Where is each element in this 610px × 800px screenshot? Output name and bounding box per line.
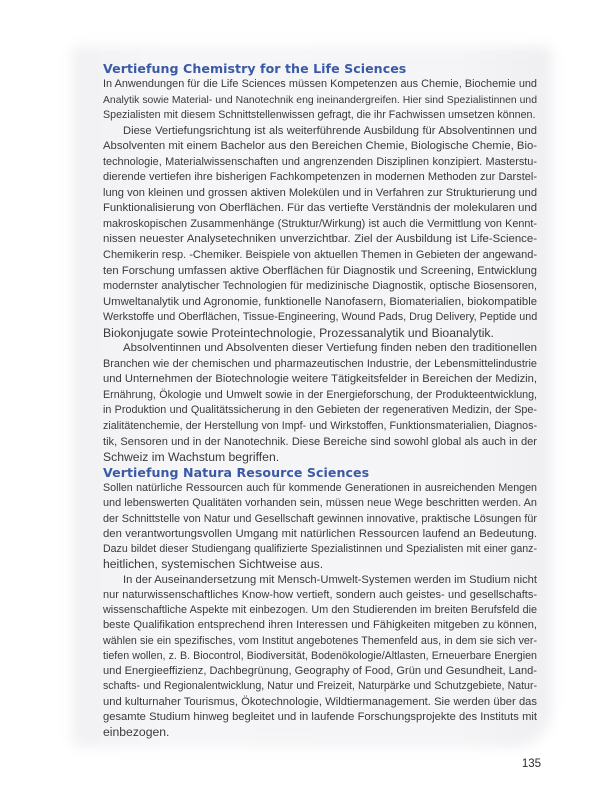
- text-line: wissenschaftliche Aspekte mit einbezogen. Um den Studierenden im breiten Berufsfeld die: [103, 604, 537, 616]
- text-line: und Unternehmen der Biotechnologie weitere Tätigkeitsfelder in Bereichen der Medizin,: [103, 373, 537, 386]
- page-number: 135: [521, 758, 541, 770]
- text-line: ten Forschung umfassen aktive Oberflächen für Diagnostik und Screening, Entwicklung: [103, 264, 537, 277]
- text-line: den verantwortungsvollen Umgang mit natürlichen Ressourcen laufend an Bedeutung.: [103, 527, 537, 540]
- text-line: Spezialisten mit diesem Schnittstellenwissen gefragt, die ihr Fachwissen umsetzen können.: [103, 109, 536, 122]
- text-line: und Energieeffizienz, Dachbegrünung, Geography of Food, Grün und Gesundheit, Land-: [103, 665, 537, 677]
- text-line: einbezogen.: [103, 725, 170, 739]
- text-line: schafts- und Regionalentwicklung, Natur und Freizeit, Naturpärke und Schutzgebiete, Natur-: [103, 680, 537, 693]
- section-natural-resources: [103, 465, 537, 740]
- text-line: tiefen wollen, z. B. Biocontrol, Biodiversität, Bodenökologie/Altlasten, Erneuerbare Energien: [103, 649, 537, 662]
- text-line: makroskopischen Zusammenhänge (Struktur/Wirkung) ist auch die Vermittlung von Kennt-: [103, 217, 537, 230]
- text-line: wählen sie ein spezifisches, vom Institut angebotenes Themenfeld aus, in dem sie sich ver-: [103, 634, 537, 647]
- text-line: und lebenswerten Qualitäten vorhanden sein, müssen neue Wege beschritten werden. An: [103, 497, 537, 510]
- text-line: dierende vertiefen ihre bisherigen Fachkompetenzen in modernen Methoden zur Darstel-: [103, 171, 537, 184]
- text-line: Werkstoffe und Oberflächen, Tissue-Engineering, Wound Pads, Drug Delivery, Peptide und: [103, 311, 537, 324]
- text-line: tik, Sensoren und in der Nanotechnik. Diese Bereiche sind sowohl global als auch in der: [103, 435, 537, 448]
- text-line: modernster analytischer Technologien für medizinische Diagnostik, optische Biosensoren,: [103, 280, 537, 293]
- text-line: Funktionalisierung von Oberflächen. Für das vertiefte Verständnis der molekularen und: [103, 202, 537, 215]
- text-line: Sollen natürliche Ressourcen auch für kommende Generationen in ausreichenden Mengen: [103, 482, 537, 494]
- text-line: Ernährung, Ökologie und Umwelt sowie in der Energieforschung, der Produkteentwicklung,: [103, 388, 537, 401]
- text-line: In der Auseinandersetzung mit Mensch-Umwelt-Systemen werden im Studium nicht: [123, 573, 537, 586]
- text-line: Biokonjugate sowie Proteintechnologie, Prozessanalytik und Bioanalytik.: [103, 325, 494, 340]
- text-line: zialitätenchemie, der Herstellung von Impf- und Wirkstoffen, Funktionsmaterialien, Diagnos-: [103, 420, 537, 433]
- text-line: Umweltanalytik und Agronomie, funktionelle Nanofasern, Biomaterialien, biokompatible: [103, 295, 537, 308]
- text-line: heitlichen, systemischen Sichtweise aus.: [103, 557, 324, 572]
- text-line: in Produktion und Qualitätssicherung in den Gebieten der regenerativen Medizin, der Spe-: [103, 404, 537, 417]
- text-line: und kulturnaher Tourismus, Ökotechnologie, Wildtiermanagement. Sie werden über das: [103, 695, 537, 708]
- text-line: In Anwendungen für die Life Sciences müssen Kompetenzen aus Chemie, Biochemie und: [103, 78, 537, 90]
- text-line: der Schnittstelle von Natur und Gesellschaft gewinnen innovative, praktische Lösungen für: [103, 512, 537, 525]
- section-heading: Vertiefung Natura Resource Sciences: [103, 465, 370, 480]
- text-line: nur naturwissenschaftliches Know-how vertieft, sondern auch geistes- und gesellschafts-: [103, 588, 537, 601]
- section-heading: Vertiefung Chemistry for the Life Sciences: [103, 61, 407, 76]
- text-line: gesamte Studium hinweg begleitet und in laufende Forschungsprojekte des Instituts mit: [103, 710, 537, 723]
- text-line: Branchen wie der chemischen und pharmazeutischen Industrie, der Lebensmittelindustrie: [103, 357, 537, 370]
- text-line: Absolventen mit einem Bachelor aus den Bereichen Chemie, Biologische Chemie, Bio-: [103, 140, 537, 153]
- text-line: Analytik sowie Material- und Nanotechnik eng ineinandergreifen. Hier sind Spezialistinnen und: [103, 94, 537, 106]
- text-line: Dazu bildet dieser Studiengang qualifizierte Spezialistinnen und Spezialisten mit einer ganz-: [103, 543, 537, 555]
- text-line: Chemikerin resp. -Chemiker. Beispiele von aktuellen Themen in Gebieten der angewand-: [103, 249, 537, 262]
- text-line: Absolventinnen und Absolventen dieser Vertiefung finden neben den traditionellen: [123, 342, 537, 355]
- text-line: Schweiz im Wachstum begriffen.: [103, 450, 280, 465]
- text-line: Diese Vertiefungsrichtung ist als weiterführende Ausbildung für Absolventinnen und: [123, 124, 537, 137]
- text-line: nissen neuester Analysetechniken unverzichtbar. Ziel der Ausbildung ist Life-Science-: [103, 233, 537, 246]
- section-chemistry: [103, 61, 537, 466]
- text-line: technologie, Materialwissenschaften und angrenzenden Disziplinen konzipiert. Masterstu-: [103, 155, 537, 168]
- text-line: lung von kleinen und grossen aktiven Molekülen und in Verfahren zur Strukturierung und: [103, 186, 537, 199]
- text-line: beste Qualifikation entsprechend ihren Interessen und Fähigkeiten mitgeben zu können,: [103, 619, 537, 632]
